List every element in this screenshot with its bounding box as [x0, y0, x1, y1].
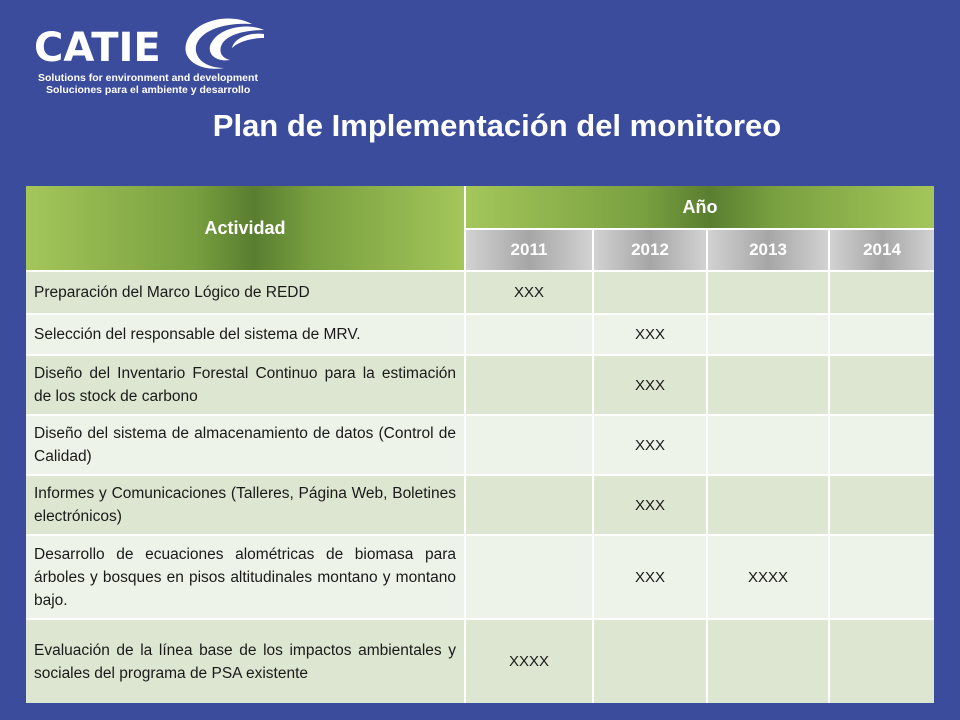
table-row: [26, 475, 934, 535]
page-title: Plan de Implementación del monitoreo: [212, 108, 782, 143]
year-cell: [465, 475, 593, 535]
catie-logo: [34, 16, 274, 96]
year-cell: XXX: [593, 535, 707, 619]
year-cell: XXX: [465, 271, 593, 314]
activity-cell: Selección del responsable del sistema de MRV.: [26, 314, 465, 355]
year-cell: [707, 619, 829, 703]
logo-swirl-icon: [180, 16, 266, 74]
year-cell: XXXX: [707, 535, 829, 619]
activity-cell: Preparación del Marco Lógico de REDD: [26, 271, 465, 314]
header-activity: Actividad: [26, 186, 465, 271]
activity-cell: Desarrollo de ecuaciones alométricas de biomasa para árboles y bosques en pisos altitudinales montano y montano bajo.: [26, 535, 465, 619]
logo-wordmark: CATIE: [34, 25, 161, 71]
year-cell: XXX: [593, 475, 707, 535]
table-row: [26, 355, 934, 415]
year-cell: [707, 475, 829, 535]
logo-tagline: [38, 72, 258, 96]
year-cell: XXX: [593, 314, 707, 355]
year-cell: [829, 619, 934, 703]
year-cell: [829, 271, 934, 314]
year-cell: [829, 355, 934, 415]
header-year-2014: 2014: [829, 229, 934, 271]
table-row: [26, 314, 934, 355]
logo-tagline-en: Solutions for environment and development: [38, 72, 258, 84]
year-cell: [465, 415, 593, 475]
year-cell: [465, 355, 593, 415]
activity-cell: Diseño del Inventario Forestal Continuo para la estimación de los stock de carbono: [26, 355, 465, 415]
implementation-table: [26, 186, 934, 703]
header-year-2012: 2012: [593, 229, 707, 271]
table-row: [26, 619, 934, 703]
year-cell: [465, 535, 593, 619]
year-cell: [465, 314, 593, 355]
year-cell: [829, 415, 934, 475]
table-row: [26, 415, 934, 475]
year-cell: XXXX: [465, 619, 593, 703]
activity-cell: Informes y Comunicaciones (Talleres, Página Web, Boletines electrónicos): [26, 475, 465, 535]
year-cell: [707, 314, 829, 355]
year-cell: [593, 619, 707, 703]
header-year-2013: 2013: [707, 229, 829, 271]
year-cell: [829, 314, 934, 355]
year-cell: [707, 271, 829, 314]
year-cell: [829, 535, 934, 619]
header-year: Año: [465, 186, 934, 229]
year-cell: XXX: [593, 415, 707, 475]
header-year-2011: 2011: [465, 229, 593, 271]
year-cell: [707, 415, 829, 475]
activity-cell: Evaluación de la línea base de los impactos ambientales y sociales del programa de PSA existente: [26, 619, 465, 703]
year-cell: XXX: [593, 355, 707, 415]
year-cell: [829, 475, 934, 535]
table-row: [26, 535, 934, 619]
year-cell: [707, 355, 829, 415]
logo-tagline-es: Soluciones para el ambiente y desarrollo: [46, 84, 251, 96]
table-row: [26, 271, 934, 314]
activity-cell: Diseño del sistema de almacenamiento de datos (Control de Calidad): [26, 415, 465, 475]
year-cell: [593, 271, 707, 314]
